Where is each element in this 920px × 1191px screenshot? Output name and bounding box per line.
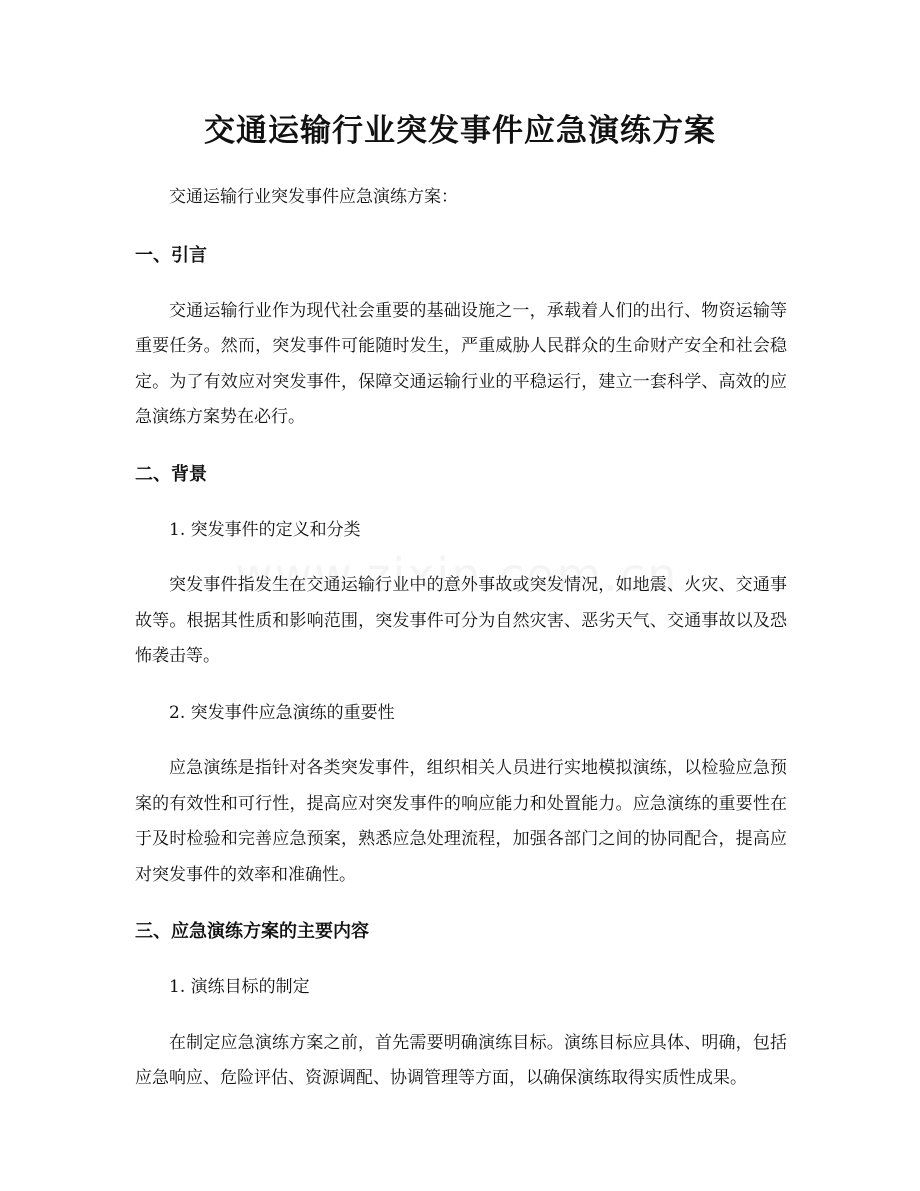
intro-paragraph: 交通运输行业突发事件应急演练方案： <box>169 187 458 207</box>
body-paragraph: 应急演练是指针对各类突发事件，组织相关人员进行实地模拟演练，以检验应急预案的有效性和可行性，提高应对突发事件的响应能力和处置能力。应急演练的重要性在于及时检验和完善应急预案，熟悉应急处理流程，加强各部门之间的协同配合，提高应对突发事件的效率和准确性。 <box>135 758 787 885</box>
subsection-heading: 1. 突发事件的定义和分类 <box>169 519 361 540</box>
subsection-heading: 2. 突发事件应急演练的重要性 <box>169 702 395 723</box>
document-title: 交通运输行业突发事件应急演练方案 <box>204 113 716 149</box>
body-paragraph: 交通运输行业作为现代社会重要的基础设施之一，承载着人们的出行、物资运输等重要任务。然而，突发事件可能随时发生，严重威胁人民群众的生命财产安全和社会稳定。为了有效应对突发事件，保障交通运输行业的平稳运行，建立一套科学、高效的应急演练方案势在必行。 <box>135 300 787 427</box>
section-heading: 一、引言 <box>135 244 207 266</box>
section-heading: 三、应急演练方案的主要内容 <box>135 921 369 942</box>
body-paragraph: 在制定应急演练方案之前，首先需要明确演练目标。演练目标应具体、明确，包括应急响应、危险评估、资源调配、协调管理等方面，以确保演练取得实质性成果。 <box>135 1032 787 1088</box>
section-background <box>135 457 787 894</box>
subsection-heading: 1. 演练目标的制定 <box>169 977 310 997</box>
body-paragraph: 突发事件指发生在交通运输行业中的意外事故或突发情况，如地震、火灾、交通事故等。根据其性质和影响范围，突发事件可分为自然灾害、恶劣天气、交通事故以及恐怖袭击等。 <box>135 575 787 666</box>
section-main-content <box>135 914 787 1097</box>
section-heading: 二、背景 <box>135 463 207 485</box>
section-introduction <box>135 238 787 436</box>
document-body <box>135 180 787 1118</box>
